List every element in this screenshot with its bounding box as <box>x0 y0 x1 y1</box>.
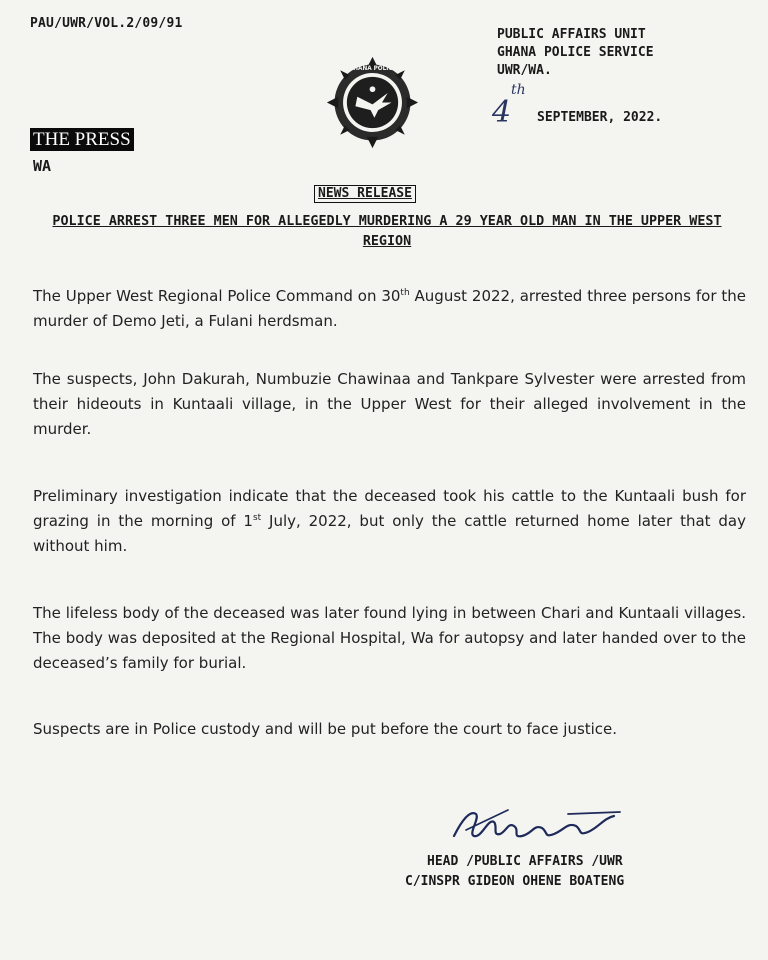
recipient-location: WA <box>33 157 52 175</box>
paragraph-text: The Upper West Regional Police Command on 30 <box>33 287 401 305</box>
crest-ring-text: GHANA POLICE <box>348 66 397 73</box>
signoff-block <box>405 852 624 892</box>
date-day: 4 <box>492 95 512 130</box>
paragraph-suspects: The suspects, John Dakurah, Numbuzie Chawinaa and Tankpare Sylvester were arrested from their hideouts in Kuntaali village, in the Upper West for their alleged involvement in the murder. <box>33 370 746 438</box>
unit-line: UWR/WA. <box>497 63 552 78</box>
headline: POLICE ARREST THREE MEN FOR ALLEGEDLY MURDERING A 29 YEAR OLD MAN IN THE UPPER WEST REGION <box>52 214 722 249</box>
paragraph-custody: Suspects are in Police custody and will be put before the court to face justice. <box>33 720 618 738</box>
signature-icon <box>448 800 628 850</box>
paragraph-text: July, 2022, but only the cattle returned home later that day without him. <box>33 512 746 555</box>
ordinal-suffix: th <box>400 288 410 298</box>
unit-address <box>497 26 654 80</box>
unit-line: PUBLIC AFFAIRS UNIT <box>497 27 646 42</box>
news-release-label: NEWS RELEASE <box>314 185 416 203</box>
ghana-police-crest-icon <box>325 55 420 150</box>
reference-number: PAU/UWR/VOL.2/09/91 <box>30 16 183 31</box>
signoff-title: HEAD /PUBLIC AFFAIRS /UWR <box>427 854 623 869</box>
paragraph-investigation <box>33 484 746 559</box>
date-month-year: SEPTEMBER, 2022. <box>537 110 663 125</box>
ordinal-suffix: st <box>252 513 262 523</box>
unit-line: GHANA POLICE SERVICE <box>497 45 654 60</box>
date-day-suffix: th <box>511 82 526 98</box>
paragraph-text: Preliminary investigation indicate that the deceased took his cattle to the Kuntaali bush for grazing in the morning of 1 <box>33 487 746 530</box>
paragraph-body-found: The lifeless body of the deceased was later found lying in between Chari and Kuntaali villages. The body was deposited at the Regional Hospital, Wa for autopsy and later handed over to the deceased’s family for burial. <box>33 604 746 672</box>
paragraph-text: August 2022, arrested three persons for the murder of Demo Jeti, a Fulani herdsman. <box>33 287 746 330</box>
signoff-name: C/INSPR GIDEON OHENE BOATENG <box>405 874 625 889</box>
recipient-press: THE PRESS <box>30 128 134 151</box>
paragraph-arrest <box>33 284 746 334</box>
